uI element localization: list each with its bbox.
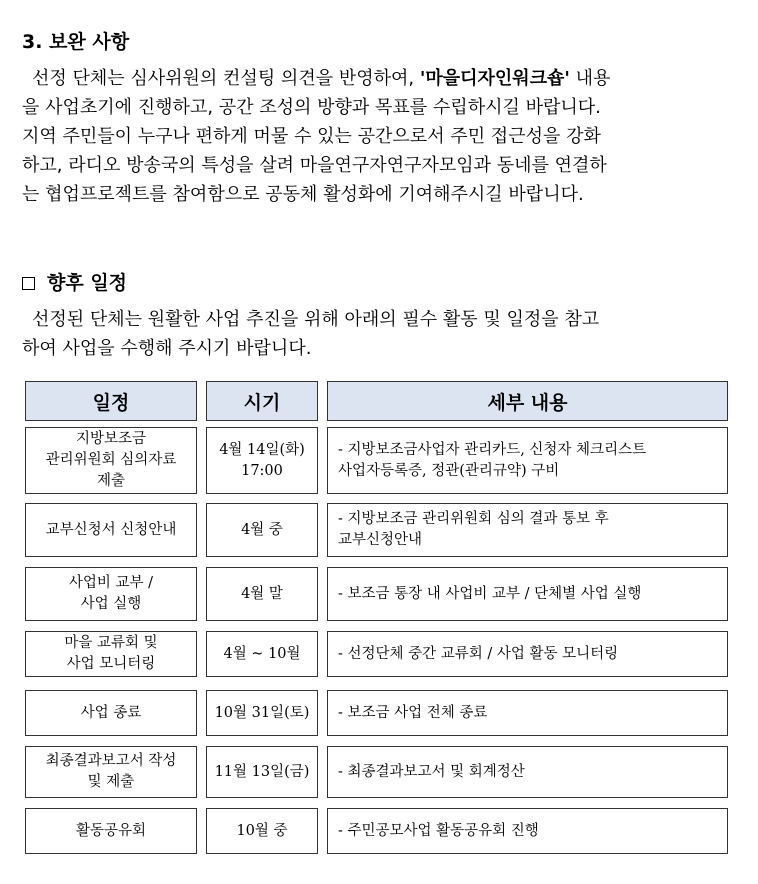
cell-text: 10월 중 (236, 822, 288, 839)
table-row-item (25, 427, 197, 494)
paragraph-text: 내용 (569, 68, 611, 89)
paragraph-text: 선정 단체는 심사위원의 컨설팅 의견을 반영하여, (32, 68, 420, 89)
cell-text: 최종결과보고서 작성 및 제출 (45, 753, 177, 790)
cell-text: 4월 말 (241, 585, 283, 602)
table-row-time (206, 503, 318, 557)
section-3-title: 3. 보완 사항 (22, 31, 130, 53)
paragraph-line: 을 사업초기에 진행하고, 공간 조성의 방향과 목표를 수립하시길 바랍니다. (22, 97, 601, 118)
cell-text: 11월 13일(금) (214, 763, 310, 780)
cell-text: 교부신청서 신청안내 (45, 521, 177, 538)
cell-text: - 보조금 사업 전체 종료 (338, 704, 488, 721)
paragraph-line: 하여 사업을 수행해 주시기 바랍니다. (22, 338, 312, 359)
table-row-time (206, 631, 318, 677)
section-3-paragraph (22, 64, 728, 209)
paragraph-line: 선정된 단체는 원활한 사업 추진을 위해 아래의 필수 활동 및 일정을 참고 (32, 309, 600, 330)
cell-text: 10월 31일(토) (214, 704, 310, 721)
cell-text: 사업비 교부 / 사업 실행 (68, 575, 154, 612)
table-row-item (25, 808, 197, 854)
table-row-time (206, 746, 318, 798)
square-bullet-icon (22, 277, 35, 290)
table-row-item (25, 631, 197, 677)
cell-text: - 보조금 통장 내 사업비 교부 / 단체별 사업 실행 (338, 585, 642, 602)
table-row-time (206, 567, 318, 621)
cell-text: 4월 중 (241, 521, 283, 538)
table-row-item (25, 503, 197, 557)
schedule-title-text: 향후 일정 (47, 272, 128, 294)
table-header-schedule: 일정 (25, 381, 197, 421)
paragraph-line: 하고, 라디오 방송국의 특성을 살려 마을연구자연구자모임과 동네를 연결하 (22, 155, 607, 176)
table-row-item (25, 746, 197, 798)
table-header-timing: 시기 (206, 381, 318, 421)
table-row-time (206, 690, 318, 736)
table-header-details: 세부 내용 (327, 381, 728, 421)
cell-text: 지방보조금 관리위원회 심의자료 제출 (45, 431, 177, 489)
table-row-item (25, 567, 197, 621)
table-row-time (206, 427, 318, 494)
cell-text: - 선정단체 중간 교류회 / 사업 활동 모니터링 (338, 645, 619, 662)
cell-text: - 주민공모사업 활동공유회 진행 (338, 822, 539, 839)
table-row-detail (327, 808, 728, 854)
table-row-time (206, 808, 318, 854)
table-row-detail (327, 690, 728, 736)
cell-text: - 최종결과보고서 및 회계정산 (338, 763, 525, 780)
paragraph-line: 지역 주민들이 누구나 편하게 머물 수 있는 공간으로서 주민 접근성을 강화 (22, 126, 601, 147)
workshop-name: '마을디자인워크숍' (419, 68, 570, 89)
paragraph-line (22, 64, 728, 93)
cell-text: - 지방보조금사업자 관리카드, 신청자 체크리스트 사업자등록증, 정관(관리규약) 구비 (338, 441, 647, 479)
table-row-detail (327, 631, 728, 677)
schedule-paragraph (22, 305, 728, 363)
cell-text: 4월 ~ 10월 (223, 645, 301, 662)
schedule-title (22, 271, 127, 295)
cell-text: 활동공유회 (75, 822, 147, 839)
table-row-detail (327, 567, 728, 621)
cell-text: 마을 교류회 및 사업 모니터링 (64, 635, 158, 672)
table-row-detail (327, 746, 728, 798)
cell-text: 사업 종료 (80, 704, 142, 721)
table-row-detail (327, 503, 728, 557)
table-row-item (25, 690, 197, 736)
table-row-detail (327, 427, 728, 494)
cell-text: 4월 14일(화) 17:00 (219, 441, 305, 479)
cell-text: - 지방보조금 관리위원회 심의 결과 통보 후 교부신청안내 (338, 511, 609, 548)
paragraph-line: 는 협업프로젝트를 참여함으로 공동체 활성화에 기여해주시길 바랍니다. (22, 184, 584, 205)
